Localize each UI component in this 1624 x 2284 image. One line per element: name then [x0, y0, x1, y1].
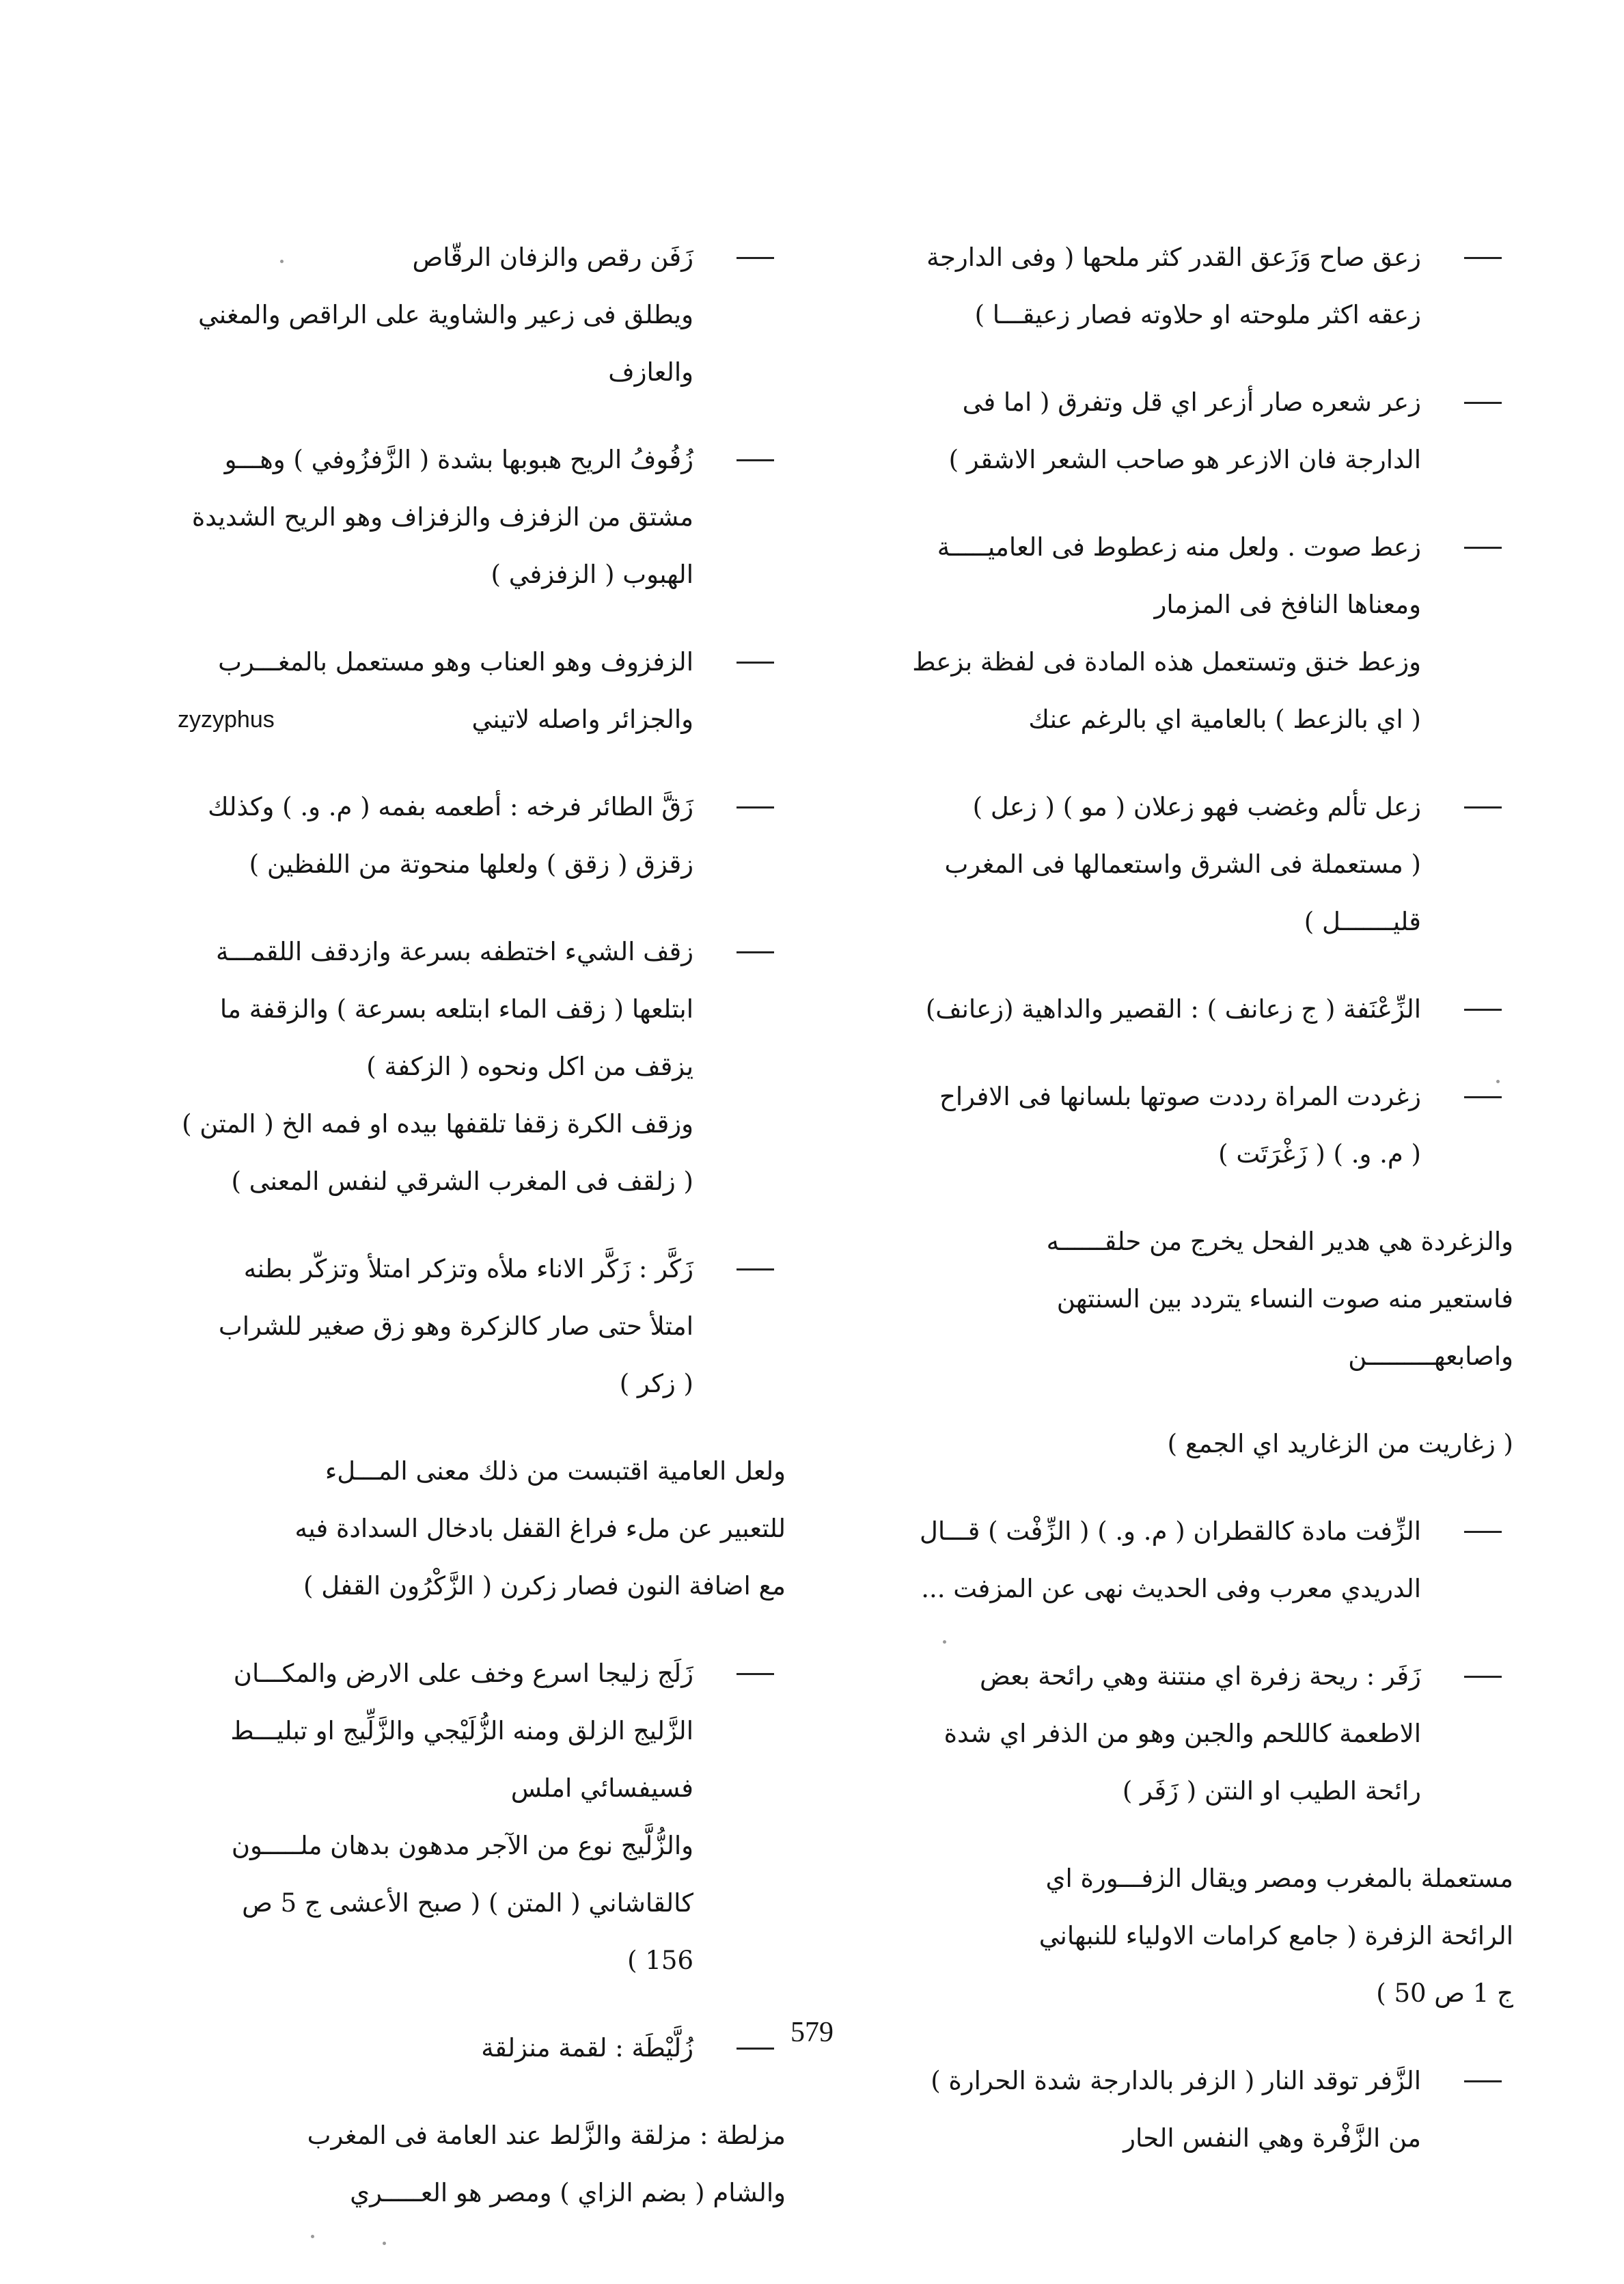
entry-continuation	[823, 1850, 1513, 2022]
entry-line: والجزائر واصله لاتيني	[471, 705, 693, 734]
dictionary-entry	[96, 778, 786, 893]
entry-dash	[724, 229, 786, 259]
entry-line: الزَّفر توقد النار ( الزفر بالدارجة شدة الحرارة )	[931, 2066, 1421, 2095]
entry-continuation	[96, 2107, 786, 2222]
entry-dash	[724, 1240, 786, 1270]
right-column	[823, 229, 1513, 2197]
scan-speck	[1496, 1080, 1500, 1083]
entry-line: الدارجة فان الازعر هو صاحب الشعر الاشقر )	[948, 445, 1421, 474]
entry-line: رائحة الطيب او النتن ( زَفَر )	[1122, 1776, 1421, 1806]
entry-line: زعط صوت . ولعل منه زعطوط فى العاميـــــة	[937, 532, 1421, 562]
entry-dash	[1452, 229, 1513, 259]
entry-line: يزقف من اكل ونحوه ( الزكفة )	[366, 1052, 693, 1081]
entry-line: والزغردة هي هدير الفحل يخرج من حلقــــــه	[1046, 1227, 1513, 1256]
entry-line: ج 1 ص 50 )	[1376, 1979, 1513, 2008]
entry-line: مزلطة : مزلقة والزَّلط عند العامة فى المغرب	[307, 2121, 786, 2150]
entry-line: الاطعمة كاللحم والجبن وهو من الذفر اي شدة	[944, 1719, 1421, 1748]
entry-line: وزعط خنق وتستعمل هذه المادة فى لفظة بزعط	[912, 647, 1421, 677]
entry-line: الدريدي معرب وفى الحديث نهى عن المزفت ...	[921, 1574, 1421, 1603]
entry-line: ( اي بالزعط ) بالعامية اي بالرغم عنك	[1028, 705, 1421, 734]
entry-dash	[724, 1645, 786, 1675]
entry-line: زَفَر : ريحة زفرة اي منتنة وهي رائحة بعض	[979, 1661, 1421, 1691]
dictionary-entry	[823, 1648, 1513, 1820]
entry-dash	[724, 923, 786, 953]
dictionary-entry	[96, 1240, 786, 1413]
latin-term: zyzyphus	[178, 707, 275, 733]
entry-dash	[1452, 2052, 1513, 2082]
entry-line: ابتلعها ( زقف الماء ابتلعه بسرعة ) والزقفة ما	[219, 994, 693, 1024]
dictionary-entry	[823, 1503, 1513, 1618]
entry-dash	[1452, 374, 1513, 404]
page-number: 579	[790, 2017, 834, 2048]
scan-speck	[280, 260, 284, 263]
entry-continuation	[823, 1213, 1513, 1385]
entry-line: مع اضافة النون فصار زكرن ( الزَّكْرُون القفل )	[303, 1571, 786, 1601]
dictionary-entry	[96, 634, 786, 748]
entry-dash	[1452, 519, 1513, 549]
dictionary-entry	[96, 1645, 786, 1989]
dictionary-entry	[823, 1068, 1513, 1183]
entry-continuation	[96, 1443, 786, 1615]
entry-line: قليـــــــل )	[1304, 907, 1421, 936]
dictionary-entry	[823, 2052, 1513, 2167]
entry-line: ( زكر )	[619, 1369, 693, 1398]
entry-line: زقزق ( زقق ) ولعلها منحوتة من اللفظين )	[249, 849, 693, 879]
entry-line: ( م. و. ) ( زَغْرَتَت )	[1218, 1139, 1421, 1169]
entry-line: زغردت المراة رددت صوتها بلسانها فى الافراح	[939, 1082, 1421, 1111]
entry-line: زَكَّر : زَكَّر الاناء ملأه وتزكر امتلأ وتزكّر بطنه	[243, 1254, 693, 1283]
entry-line: مستعملة بالمغرب ومصر ويقال الزفـــورة اي	[1045, 1864, 1513, 1893]
entry-continuation	[823, 1415, 1513, 1473]
entry-line: وزقف الكرة زقفا تلقفها بيده او فمه الخ ( المتن )	[182, 1109, 693, 1139]
entry-line: الزِّعْنَفة ( ج زعانف ) : القصير والداهية (زعانف)	[925, 994, 1421, 1024]
entry-line: ومعناها النافخ فى المزمار	[1154, 590, 1421, 619]
entry-line: زعقه اكثر ملوحته او حلاوته فصار زعيقـــا )	[974, 300, 1421, 329]
entry-line: زعل تألم وغضب فهو زعلان ( مو ) ( زعل )	[972, 792, 1421, 821]
entry-dash	[1452, 778, 1513, 808]
entry-line: من الزَّفْرة وهي النفس الحار	[1123, 2123, 1421, 2153]
entry-line: زقف الشيء اختطفه بسرعة وازدقف اللقمـــة	[215, 937, 693, 966]
entry-line: ويطلق فى زعير والشاوية على الراقص والمغني	[197, 300, 693, 329]
entry-line: ( زلقف فى المغرب الشرقي لنفس المعنى )	[231, 1167, 693, 1196]
left-column	[96, 229, 786, 2252]
entry-dash	[724, 634, 786, 664]
entry-dash	[1452, 1503, 1513, 1533]
entry-line: زَفَن رقص والزفان الرقّاص	[412, 243, 693, 272]
entry-line: ( زغاريت من الزغاريد اي الجمع )	[1167, 1429, 1513, 1458]
scan-speck	[943, 1640, 946, 1644]
entry-line: زعق صاح وَزَعق القدر كثر ملحها ( وفى الدارجة	[926, 243, 1421, 272]
entry-line: ( مستعملة فى الشرق واستعمالها فى المغرب	[944, 849, 1421, 879]
dictionary-entry	[823, 229, 1513, 344]
entry-line: للتعبير عن ملء فراغ القفل بادخال السدادة فيه	[294, 1514, 786, 1543]
entry-line: الرائحة الزفرة ( جامع كرامات الاولياء للنبهاني	[1038, 1921, 1513, 1950]
entry-line: زَقَّ الطائر فرخه : أطعمه بفمه ( م. و. ) وكذلك	[208, 792, 693, 821]
dictionary-entry	[823, 374, 1513, 489]
entry-line: الزِّفت مادة كالقطران ( م. و. ) ( الزِّفْت ) قـــال	[919, 1517, 1421, 1546]
entry-line: زعر شعره صار أزعر اي قل وتفرق ( اما فى	[962, 388, 1421, 417]
entry-line: امتلأ حتى صار كالزكرة وهو زق صغير للشراب	[218, 1311, 693, 1341]
entry-line: زَلَج زليجا اسرع وخف على الارض والمكـــان	[233, 1659, 693, 1688]
dictionary-entry	[96, 431, 786, 603]
entry-line: 156 )	[627, 1946, 693, 1975]
entry-line: الزَّليج الزلق ومنه الزُّلَيْجي والزَّلِّيج او تبليـــط	[230, 1716, 693, 1745]
entry-dash	[1452, 981, 1513, 1011]
entry-line: والشام ( بضم الزاي ) ومصر هو العـــــري	[350, 2178, 786, 2207]
entry-line: واصابعهـــــــــن	[1348, 1342, 1513, 1371]
scan-speck	[383, 2242, 386, 2245]
entry-line: مشتق من الزفزف والزفزاف وهو الريح الشديدة	[191, 502, 693, 532]
entry-line: زُفُوفُ الريح هبوبها بشدة ( الزَّفزُوفي ) وهـــو	[224, 445, 693, 474]
entry-dash	[1452, 1068, 1513, 1098]
entry-line: والزُّلَّيج نوع من الآجر مدهون بدهان ملـــــون	[231, 1831, 693, 1860]
entry-line: كالقاشاني ( المتن ) ( صبح الأعشى ج 5 ص	[242, 1888, 693, 1918]
entry-line: زُلَّيْطَة : لقمة منزلقة	[481, 2033, 693, 2063]
dictionary-entry	[823, 519, 1513, 748]
dictionary-entry	[823, 981, 1513, 1038]
entry-dash	[1452, 1648, 1513, 1678]
entry-line: ولعل العامية اقتبست من ذلك معنى المـــلء	[325, 1456, 786, 1486]
dictionary-entry	[96, 923, 786, 1210]
entry-dash	[724, 431, 786, 461]
entry-line: الهبوب ( الزفزفي )	[491, 560, 693, 589]
entry-line: فاستعير منه صوت النساء يتردد بين السنتهن	[1056, 1284, 1513, 1314]
scan-speck	[311, 2235, 314, 2238]
entry-line: فسيفسائي املس	[510, 1773, 693, 1803]
dictionary-entry	[96, 229, 786, 401]
entry-line: الزفزوف وهو العناب وهو مستعمل بالمغـــرب	[218, 647, 693, 677]
entry-dash	[724, 778, 786, 808]
entry-line: والعازف	[608, 357, 693, 387]
dictionary-entry	[823, 778, 1513, 951]
